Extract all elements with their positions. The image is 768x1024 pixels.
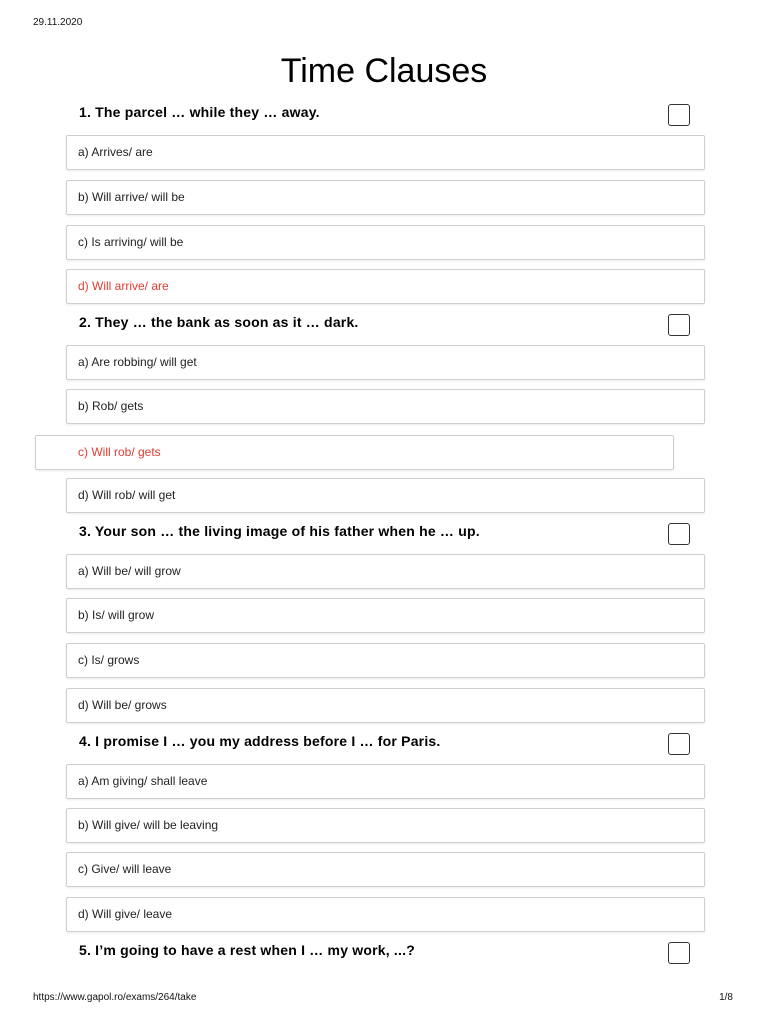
- option-label: c) Give/ will leave: [78, 862, 172, 876]
- question-4-option-d[interactable]: [66, 897, 705, 932]
- option-label: a) Will be/ will grow: [78, 564, 181, 578]
- option-label: a) Are robbing/ will get: [78, 355, 197, 369]
- question-2-option-d[interactable]: [66, 478, 705, 513]
- question-3-checkbox[interactable]: [668, 523, 690, 545]
- question-2-checkbox[interactable]: [668, 314, 690, 336]
- option-label: a) Arrives/ are: [78, 145, 153, 159]
- question-1-option-c[interactable]: [66, 225, 705, 260]
- question-2-option-a[interactable]: [66, 345, 705, 380]
- question-4-checkbox[interactable]: [668, 733, 690, 755]
- option-label: b) Will arrive/ will be: [78, 190, 185, 204]
- question-2-option-c[interactable]: [35, 435, 674, 470]
- question-4-option-b[interactable]: [66, 808, 705, 843]
- page-title: Time Clauses: [280, 52, 488, 90]
- option-label: b) Is/ will grow: [78, 608, 155, 622]
- question-4-option-a[interactable]: [66, 764, 705, 799]
- question-1-option-a[interactable]: [66, 135, 705, 170]
- option-label: d) Will be/ grows: [78, 698, 167, 712]
- question-3-text: 3. Your son … the living image of his father when he … up.: [79, 523, 480, 539]
- question-4-option-c[interactable]: [66, 852, 705, 887]
- print-date: 29.11.2020: [33, 17, 83, 28]
- question-2-text: 2. They … the bank as soon as it … dark.: [79, 314, 359, 330]
- page-number: 1/8: [719, 992, 733, 1003]
- footer-url: https://www.gapol.ro/exams/264/take: [33, 992, 197, 1003]
- question-1-option-b[interactable]: [66, 180, 705, 215]
- question-3-option-d[interactable]: [66, 688, 705, 723]
- option-label: c) Is/ grows: [78, 653, 140, 667]
- question-3-option-b[interactable]: [66, 598, 705, 633]
- question-1-option-d[interactable]: [66, 269, 705, 304]
- question-5-text: 5. I’m going to have a rest when I … my work, ...?: [79, 942, 415, 958]
- question-5-checkbox[interactable]: [668, 942, 690, 964]
- question-3-option-a[interactable]: [66, 554, 705, 589]
- option-label: d) Will rob/ will get: [78, 488, 176, 502]
- option-label: c) Will rob/ gets: [78, 445, 161, 459]
- option-label: b) Will give/ will be leaving: [78, 818, 219, 832]
- option-label: c) Is arriving/ will be: [78, 235, 184, 249]
- question-2-option-b[interactable]: [66, 389, 705, 424]
- option-label: d) Will arrive/ are: [78, 279, 169, 293]
- question-1-text: 1. The parcel … while they … away.: [79, 104, 320, 120]
- question-4-text: 4. I promise I … you my address before I … for Paris.: [79, 733, 441, 749]
- option-label: d) Will give/ leave: [78, 907, 173, 921]
- question-1-checkbox[interactable]: [668, 104, 690, 126]
- option-label: a) Am giving/ shall leave: [78, 774, 208, 788]
- question-3-option-c[interactable]: [66, 643, 705, 678]
- option-label: b) Rob/ gets: [78, 399, 144, 413]
